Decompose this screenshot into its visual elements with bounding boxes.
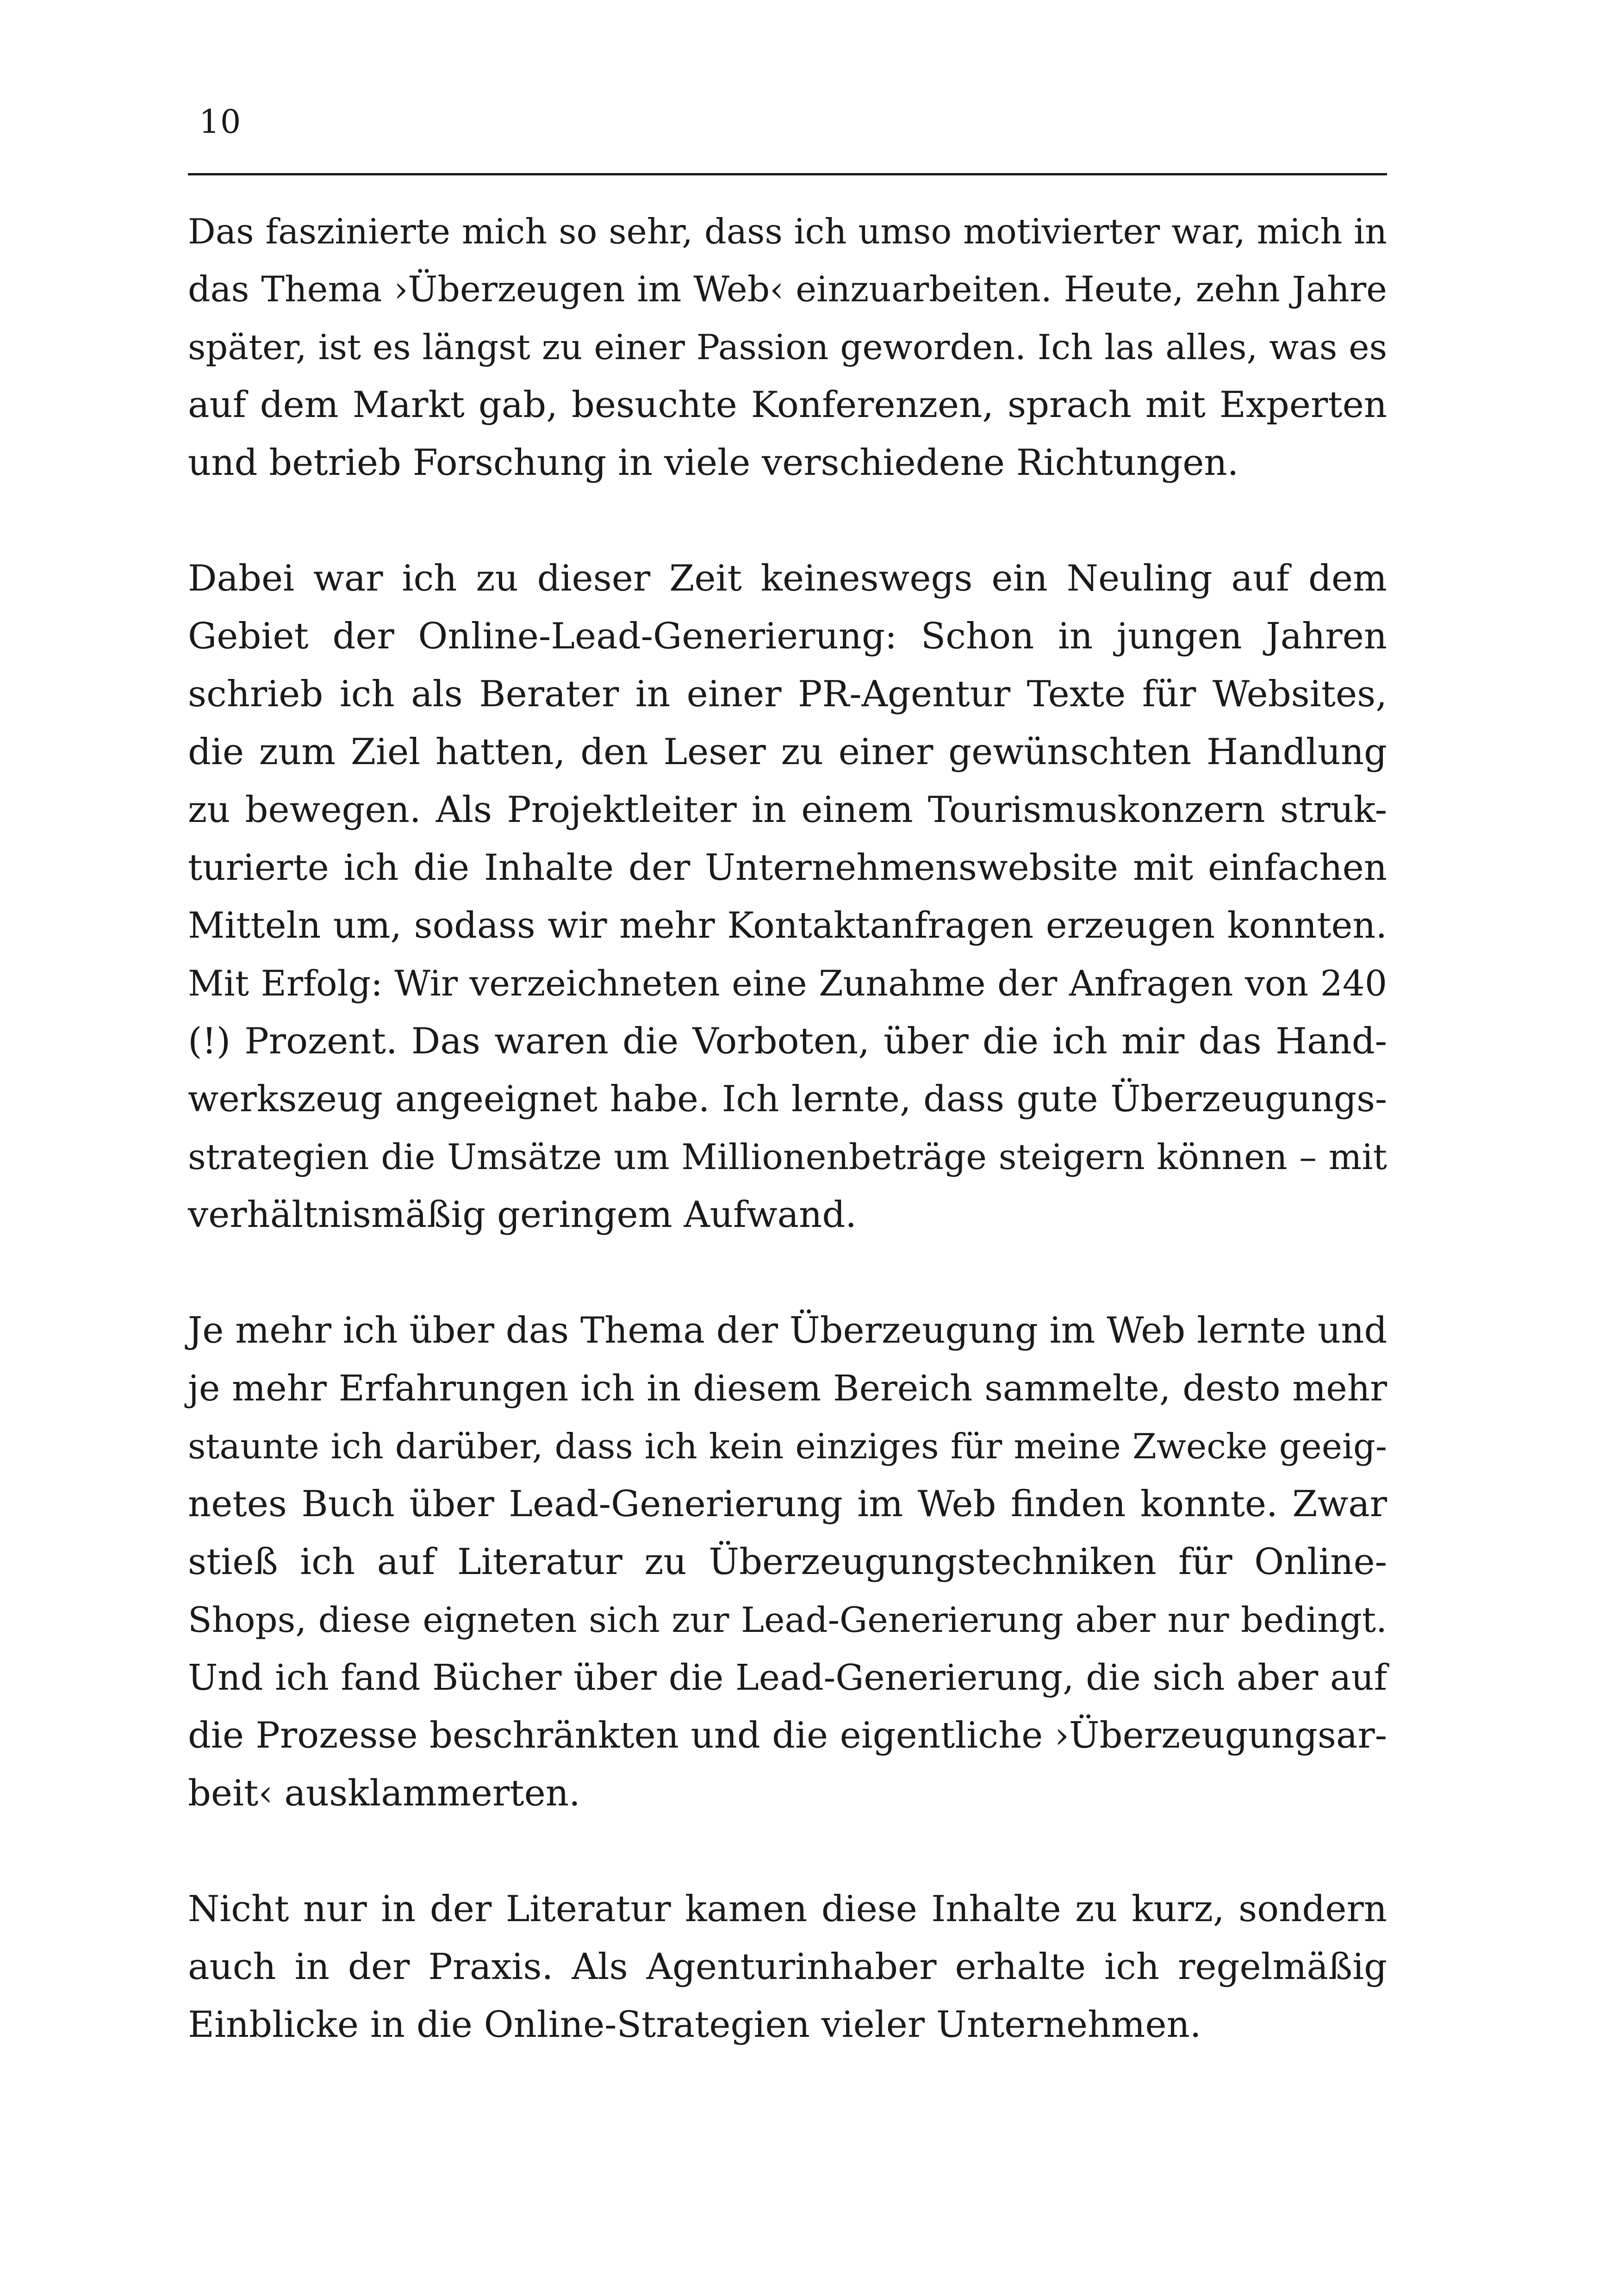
paragraph <box>188 1302 1387 1823</box>
text-line: zu bewegen. Als Projektleiter in einem Tourismuskonzern struk- <box>188 789 1387 831</box>
body-text <box>188 203 1387 2112</box>
text-line: das Thema ›Überzeugen im Web‹ einzuarbeiten. Heute, zehn Jahre <box>188 269 1387 310</box>
text-line: später, ist es längst zu einer Passion geworden. Ich las alles, was es <box>188 327 1387 367</box>
text-line: (!) Prozent. Das waren die Vorboten, über die ich mir das Hand- <box>188 1020 1387 1062</box>
text-line: beit‹ ausklammerten. <box>188 1773 580 1814</box>
text-line: werkszeug angeeignet habe. Ich lernte, dass gute Überzeugungs- <box>188 1078 1387 1120</box>
text-line: verhältnismäßig geringem Aufwand. <box>188 1194 857 1236</box>
text-line: turierte ich die Inhalte der Unternehmenswebsite mit einfachen <box>188 847 1387 889</box>
text-line: Und ich fand Bücher über die Lead-Generierung, die sich aber auf <box>188 1657 1387 1699</box>
paragraph <box>188 203 1387 492</box>
text-line: die zum Ziel hatten, den Leser zu einer gewünschten Handlung <box>188 731 1387 773</box>
text-line: Nicht nur in der Literatur kamen diese Inhalte zu kurz, sondern <box>188 1888 1387 1930</box>
text-line: Mitteln um, sodass wir mehr Kontaktanfragen erzeugen konnten. <box>188 905 1387 946</box>
paragraph <box>188 1880 1387 2054</box>
paragraph <box>188 550 1387 1244</box>
text-line: Shops, diese eigneten sich zur Lead-Generierung aber nur bedingt. <box>188 1599 1387 1640</box>
text-line: und betrieb Forschung in viele verschiedene Richtungen. <box>188 442 1239 484</box>
header-rule <box>188 173 1387 175</box>
text-line: auf dem Markt gab, besuchte Konferenzen, sprach mit Experten <box>188 384 1387 426</box>
text-line: Einblicke in die Online-Strategien vieler Unternehmen. <box>188 2004 1201 2046</box>
page-number: 10 <box>199 103 242 141</box>
text-line: netes Buch über Lead-Generierung im Web finden konnte. Zwar <box>188 1483 1387 1525</box>
text-line: strategien die Umsätze um Millionenbeträge steigern können – mit <box>188 1137 1387 1177</box>
text-line: schrieb ich als Berater in einer PR-Agentur Texte für Websites, <box>188 673 1387 715</box>
text-line: Das faszinierte mich so sehr, dass ich umso motivierter war, mich in <box>188 212 1387 252</box>
text-line: staunte ich darüber, dass ich kein einziges für meine Zwecke geeig- <box>188 1426 1387 1467</box>
text-line: Dabei war ich zu dieser Zeit keineswegs ein Neuling auf dem <box>188 558 1387 599</box>
text-line: die Prozesse beschränkten und die eigentliche ›Überzeugungsar- <box>188 1715 1387 1756</box>
text-line: Mit Erfolg: Wir verzeichneten eine Zunahme der Anfragen von 240 <box>188 963 1387 1004</box>
text-line: Gebiet der Online-Lead-Generierung: Schon in jungen Jahren <box>188 616 1387 657</box>
text-line: auch in der Praxis. Als Agenturinhaber erhalte ich regelmäßig <box>188 1946 1387 1988</box>
text-line: Je mehr ich über das Thema der Überzeugung im Web lernte und <box>188 1310 1388 1351</box>
text-line: stieß ich auf Literatur zu Überzeugungstechniken für Online- <box>188 1541 1387 1583</box>
text-line: je mehr Erfahrungen ich in diesem Bereich sammelte, desto mehr <box>188 1368 1387 1409</box>
